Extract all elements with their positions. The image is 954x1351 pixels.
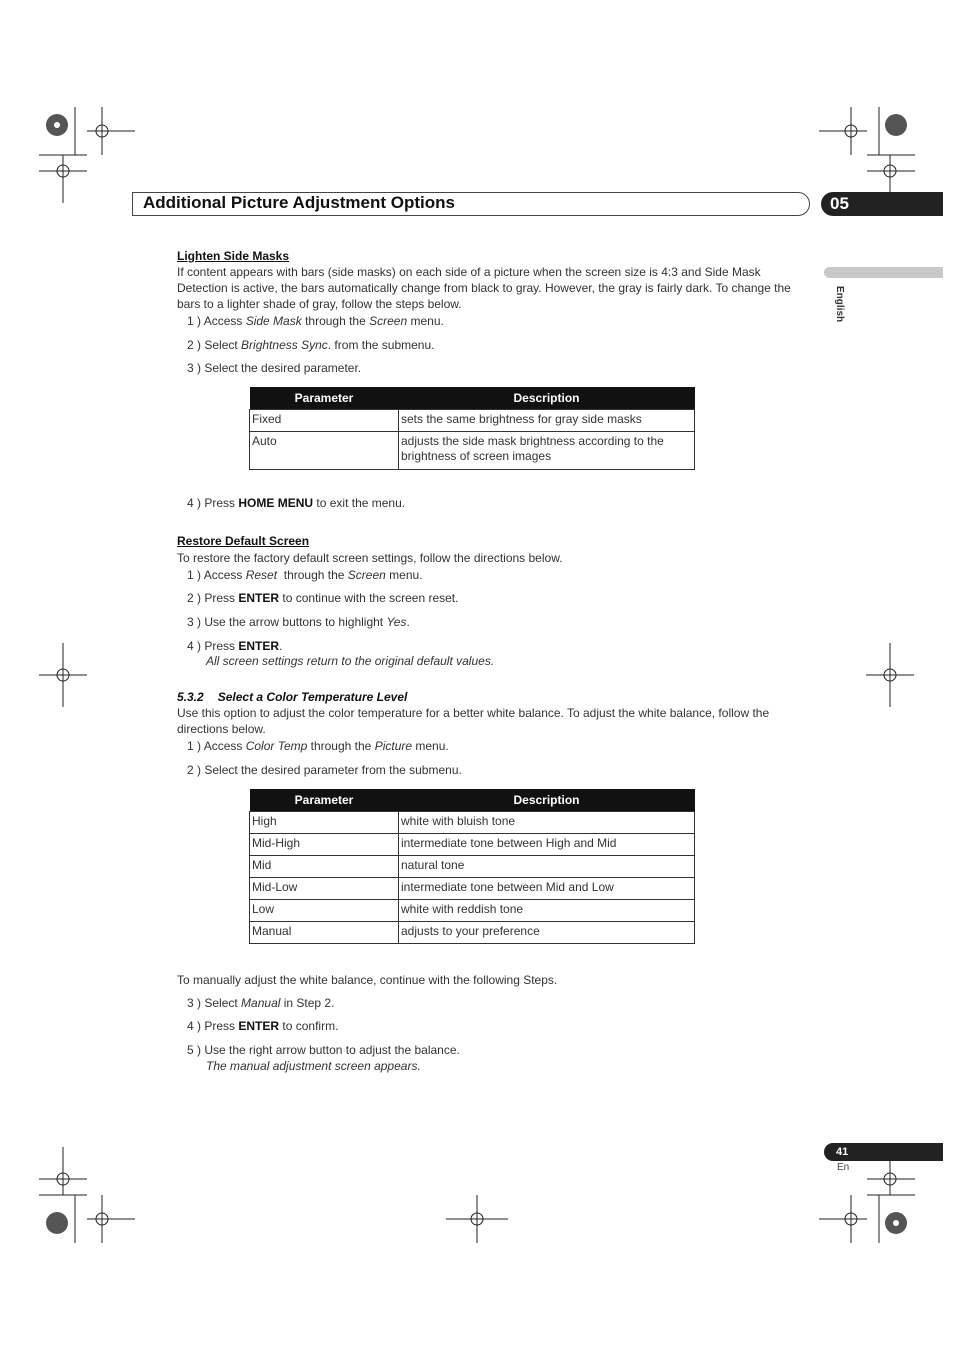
side-mask-parameter-table [249,387,695,470]
table-cell-description: adjusts to your preference [399,922,695,944]
subsection-heading-color-temperature: 5.3.2 Select a Color Temperature Level [177,690,408,704]
page-number: 41 [836,1146,849,1158]
restore-step-3: 3 ) Use the arrow buttons to highlight Yes. [187,615,410,629]
table-cell-parameter: Mid [250,856,399,878]
page-language-code: En [837,1162,850,1173]
table-row [250,410,695,432]
table-cell-description: natural tone [399,856,695,878]
color-manual-intro: To manually adjust the white balance, continue with the following Steps. [177,973,558,987]
table-row [250,834,695,856]
table-row [250,922,695,944]
table-cell-parameter: Manual [250,922,399,944]
color-step-1: 1 ) Access Color Temp through the Picture menu. [187,739,449,753]
lighten-step-1: 1 ) Access Side Mask through the Screen menu. [187,314,444,328]
restore-intro: To restore the factory default screen settings, follow the directions below. [177,551,563,565]
table-row [250,432,695,470]
table-cell-description: intermediate tone between High and Mid [399,834,695,856]
table-cell-description: intermediate tone between Mid and Low [399,878,695,900]
table-cell-description: white with bluish tone [399,812,695,834]
table-cell-parameter: Mid-Low [250,878,399,900]
color-step-3: 3 ) Select Manual in Step 2. [187,996,335,1010]
table-cell-description: white with reddish tone [399,900,695,922]
table-cell-parameter: Auto [250,432,399,470]
language-tab [824,267,943,278]
table-cell-parameter: Fixed [250,410,399,432]
lighten-step-4: 4 ) Press HOME MENU to exit the menu. [187,496,406,510]
lighten-intro: If content appears with bars (side masks) on each side of a picture when the screen size is 4:3 and Side Mask Detection is active, the bars automatically change from black to gray. However, the gray is fairly dark. To change the bars to a lighter shade of gray, follow the steps below. [177,265,791,311]
color-step-5: 5 ) Use the right arrow button to adjust the balance. [187,1043,460,1057]
lighten-step-3: 3 ) Select the desired parameter. [187,361,362,375]
table-header-description: Description [399,387,695,410]
color-intro: Use this option to adjust the color temperature for a better white balance. To adjust the white balance, follow the directions below. [177,706,770,736]
table-header-parameter: Parameter [250,387,399,410]
restore-step-1: 1 ) Access Reset through the Screen menu. [187,568,423,582]
table-row [250,900,695,922]
table-cell-parameter: Low [250,900,399,922]
table-cell-parameter: Mid-High [250,834,399,856]
restore-note: All screen settings return to the original default values. [206,654,495,668]
table-cell-description: adjusts the side mask brightness according to the brightness of screen images [399,432,695,470]
table-cell-description: sets the same brightness for gray side masks [399,410,695,432]
section-title-lighten-side-masks: Lighten Side Masks [177,249,290,263]
restore-step-2: 2 ) Press ENTER to continue with the screen reset. [187,591,459,605]
chapter-number: 05 [830,194,849,213]
color-step-4: 4 ) Press ENTER to confirm. [187,1019,339,1033]
table-header-parameter: Parameter [250,789,399,812]
color-step-2: 2 ) Select the desired parameter from the submenu. [187,763,462,777]
color-temp-parameter-table [249,789,695,944]
table-cell-parameter: High [250,812,399,834]
page-title: Additional Picture Adjustment Options [143,193,455,212]
section-title-restore-default-screen: Restore Default Screen [177,534,310,548]
restore-step-4: 4 ) Press ENTER. [187,639,283,653]
table-row [250,878,695,900]
color-note: The manual adjustment screen appears. [206,1059,421,1073]
table-row [250,812,695,834]
language-label: English [834,286,845,323]
table-row [250,856,695,878]
table-header-description: Description [399,789,695,812]
lighten-step-2: 2 ) Select Brightness Sync. from the submenu. [187,338,435,352]
